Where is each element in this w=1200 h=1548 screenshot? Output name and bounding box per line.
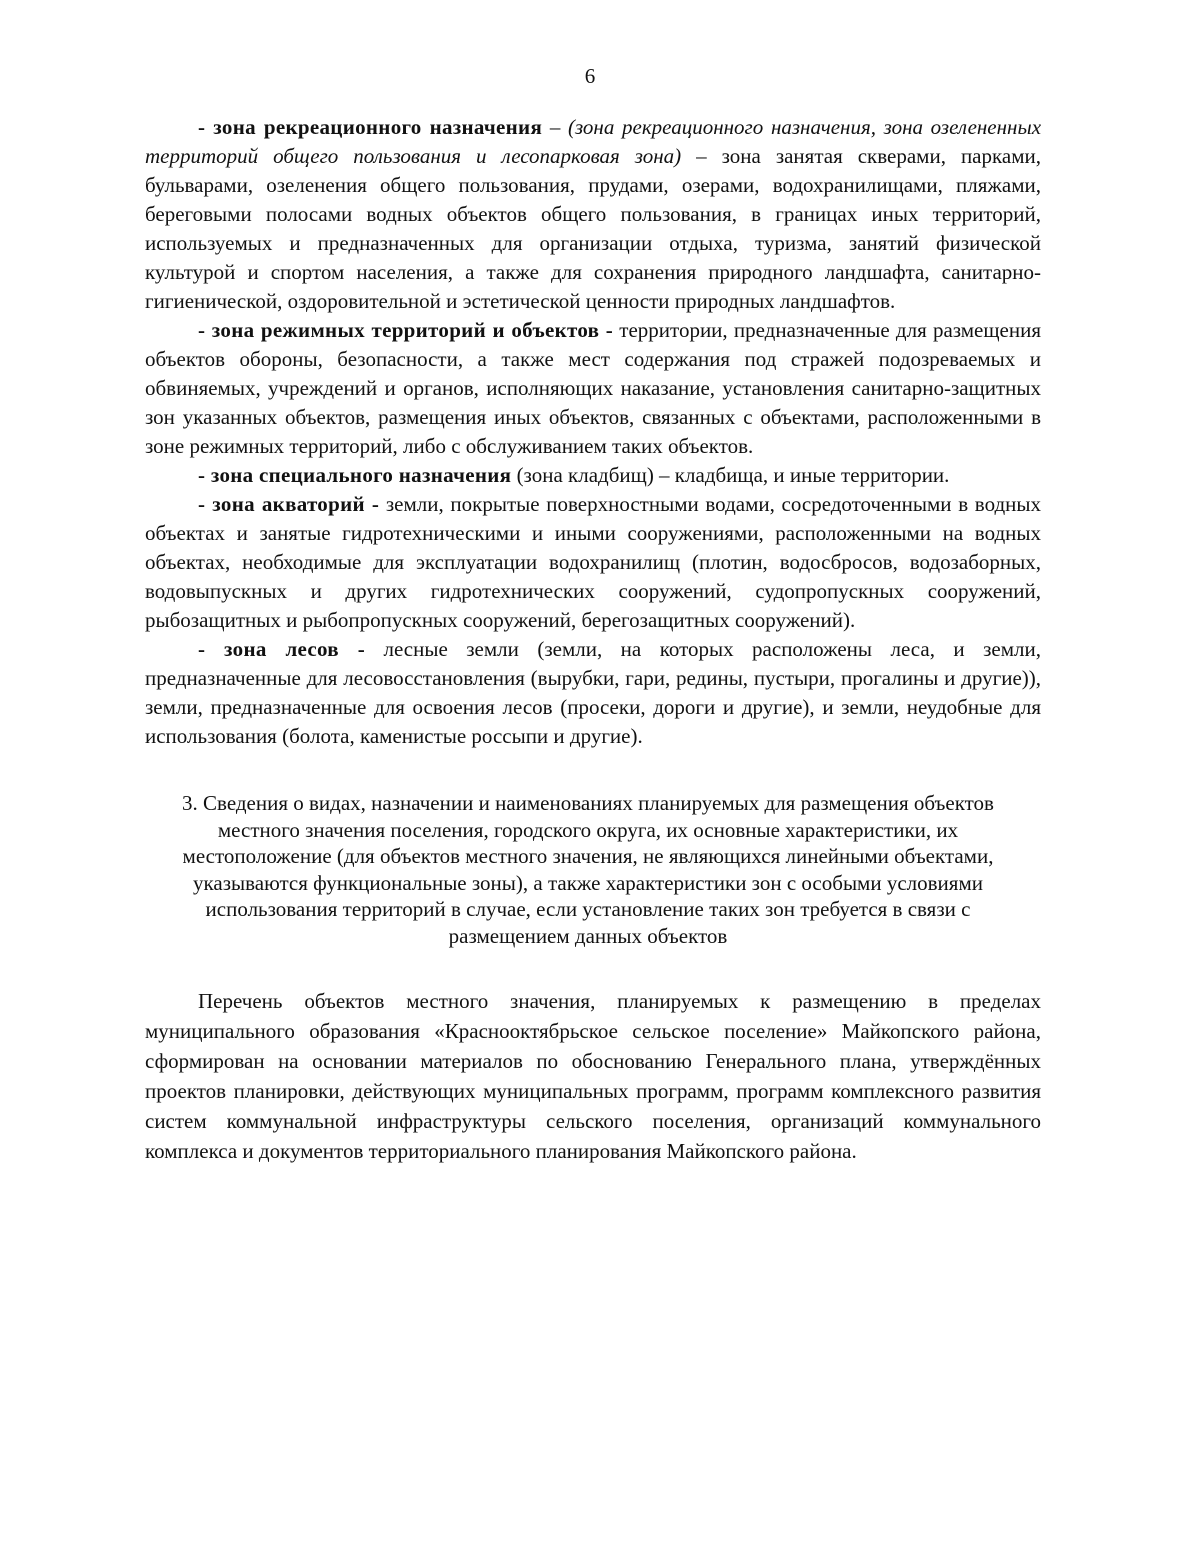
document-body	[145, 113, 1041, 1166]
zone-description: территории, предназначенные для размещения объектов обороны, безопасности, а также мест содержания под стражей подозреваемых и обвиняемых, учреждений и органов, исполняющих наказание, установления санитарно-защитных зон указанных объектов, размещения иных объектов, связанных с объектами, расположенными в зоне режимных территорий, либо с обслуживанием таких объектов.	[145, 318, 1041, 458]
zone-description: – зона занятая скверами, парками, бульварами, озеленения общего пользования, прудами, озерами, водохранилищами, пляжами, береговыми полосами водных объектов общего пользования, в границах иных территорий, используемых и предназначенных для организации отдыха, туризма, занятий физической культурой и спортом населения, а также для сохранения природного ландшафта, санитарно-гигиенической, оздоровительной и эстетической ценности природных ландшафтов.	[145, 144, 1041, 313]
zone-paragraph-forest	[145, 635, 1041, 751]
zone-description: лесные земли (земли, на которых расположены леса, и земли, предназначенные для лесовосстановления (вырубки, гари, редины, пустыри, прогалины и другие)), земли, предназначенные для освоения лесов (просеки, дороги и другие), и земли, неудобные для использования (болота, каменистые россыпи и другие).	[145, 637, 1041, 748]
zone-paragraph-regime	[145, 316, 1041, 461]
zone-title: - зона акваторий -	[198, 492, 380, 516]
zone-title: - зона лесов -	[198, 637, 366, 661]
zone-description: (зона кладбищ) – кладбища, и иные территории.	[511, 463, 950, 487]
zone-paragraph-water	[145, 490, 1041, 635]
zone-title: - зона специального назначения	[198, 463, 512, 487]
zone-paragraph-recreational	[145, 113, 1041, 316]
zone-italic-note: (зона рекреационного назначения, зона озелененных территорий общего пользования и лесопарковая зона)	[145, 115, 1042, 168]
section-heading: 3. Сведения о видах, назначении и наименованиях планируемых для размещения объектов местного значения поселения, городского округа, их основные характеристики, их местоположение (для объектов местного значения, не являющихся линейными объектами, указываются функциональные зоны), а также характеристики зон с особыми условиями использования территорий в случае, если установление таких зон требуется в связи с размещением данных объектов	[182, 791, 994, 948]
zone-paragraph-special	[145, 461, 1041, 490]
zone-separator: –	[542, 115, 569, 139]
zone-title: - зона режимных территорий и объектов -	[198, 318, 614, 342]
zone-description: земли, покрытые поверхностными водами, сосредоточенными в водных объектах и занятые гидротехническими и иными сооружениями, расположенными на водных объектах, необходимые для эксплуатации водохранилищ (плотин, водосбросов, водозаборных, водовыпускных и других гидротехнических сооружений, судопропускных сооружений, рыбозащитных и рыбопропускных сооружений, берегозащитных сооружений).	[145, 492, 1041, 632]
page-number: 6	[584, 64, 596, 88]
objects-list-paragraph: Перечень объектов местного значения, планируемых к размещению в пределах муниципального образования «Краснооктябрьское сельское поселение» Майкопского района, сформирован на основании материалов по обоснованию Генерального плана, утверждённых проектов планировки, действующих муниципальных программ, программ комплексного развития систем коммунальной инфраструктуры сельского поселения, организаций коммунального комплекса и документов территориального планирования Майкопского района.	[145, 989, 1041, 1163]
zone-title: - зона рекреационного назначения	[198, 115, 543, 139]
